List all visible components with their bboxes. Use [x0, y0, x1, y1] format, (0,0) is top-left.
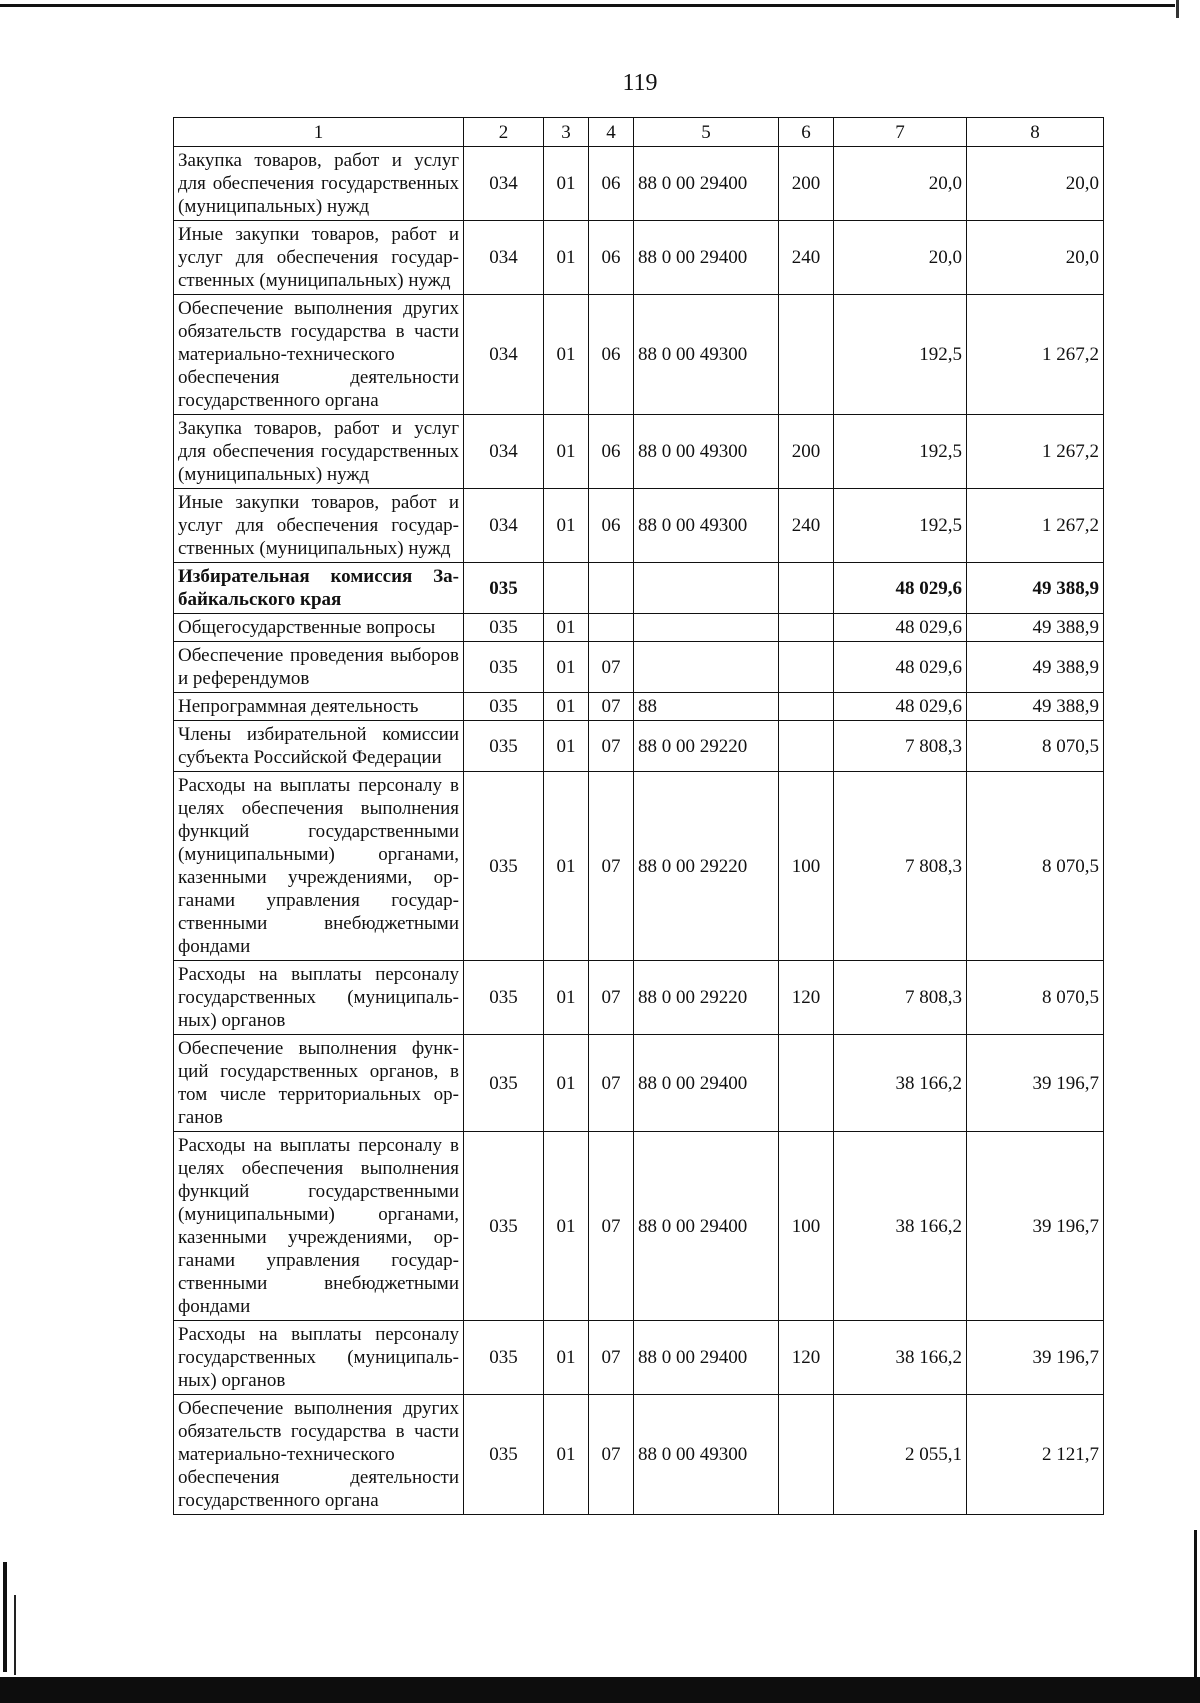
cell-target-article: 88 0 00 29400 — [634, 1035, 779, 1132]
cell-admin-code: 035 — [464, 721, 544, 772]
cell-expense-type: 100 — [779, 772, 834, 961]
header-col-2: 2 — [464, 118, 544, 147]
cell-admin-code: 035 — [464, 1132, 544, 1321]
cell-expense-type — [779, 1035, 834, 1132]
cell-admin-code: 034 — [464, 415, 544, 489]
cell-amount-year2: 49 388,9 — [967, 614, 1104, 642]
cell-subsection: 06 — [589, 415, 634, 489]
cell-admin-code: 034 — [464, 221, 544, 295]
cell-subsection: 06 — [589, 295, 634, 415]
cell-target-article: 88 — [634, 693, 779, 721]
header-col-1: 1 — [174, 118, 464, 147]
table-row — [174, 693, 1104, 721]
cell-expense-type: 240 — [779, 221, 834, 295]
cell-admin-code: 035 — [464, 1321, 544, 1395]
cell-section: 01 — [544, 1395, 589, 1515]
cell-name: Расходы на выплаты персоналу государственных (муниципальных) органов — [174, 961, 464, 1035]
cell-amount-year2: 49 388,9 — [967, 693, 1104, 721]
cell-subsection: 07 — [589, 1395, 634, 1515]
cell-target-article: 88 0 00 29220 — [634, 721, 779, 772]
header-col-3: 3 — [544, 118, 589, 147]
table-row — [174, 642, 1104, 693]
cell-name: Общегосударственные вопросы — [174, 614, 464, 642]
cell-subsection: 07 — [589, 1132, 634, 1321]
cell-name: Избирательная комиссия Забайкальского края — [174, 563, 464, 614]
cell-amount-year2: 20,0 — [967, 221, 1104, 295]
table-row — [174, 1035, 1104, 1132]
cell-target-article: 88 0 00 29400 — [634, 1132, 779, 1321]
cell-section: 01 — [544, 489, 589, 563]
cell-amount-year1: 20,0 — [834, 147, 967, 221]
cell-amount-year2: 39 196,7 — [967, 1321, 1104, 1395]
table-row — [174, 1132, 1104, 1321]
budget-table — [173, 117, 1104, 1515]
cell-amount-year1: 48 029,6 — [834, 693, 967, 721]
cell-admin-code: 034 — [464, 489, 544, 563]
cell-target-article: 88 0 00 49300 — [634, 415, 779, 489]
cell-admin-code: 034 — [464, 295, 544, 415]
table-row — [174, 721, 1104, 772]
cell-admin-code: 035 — [464, 1035, 544, 1132]
cell-expense-type: 100 — [779, 1132, 834, 1321]
cell-name: Обеспечение проведения выборов и референдумов — [174, 642, 464, 693]
scan-top-rule — [0, 4, 1175, 7]
cell-name: Обеспечение выполнения других обязательств государства в части материально-технического обеспечения деятельности государственного органа — [174, 1395, 464, 1515]
cell-amount-year1: 192,5 — [834, 415, 967, 489]
header-col-5: 5 — [634, 118, 779, 147]
cell-amount-year2: 1 267,2 — [967, 295, 1104, 415]
cell-expense-type: 240 — [779, 489, 834, 563]
table-row — [174, 489, 1104, 563]
cell-section: 01 — [544, 1321, 589, 1395]
table-row — [174, 563, 1104, 614]
cell-amount-year1: 48 029,6 — [834, 642, 967, 693]
cell-expense-type — [779, 614, 834, 642]
cell-target-article — [634, 614, 779, 642]
cell-subsection: 07 — [589, 721, 634, 772]
cell-subsection: 07 — [589, 642, 634, 693]
header-col-8: 8 — [967, 118, 1104, 147]
table-row — [174, 961, 1104, 1035]
cell-subsection: 07 — [589, 961, 634, 1035]
cell-amount-year2: 39 196,7 — [967, 1035, 1104, 1132]
cell-target-article: 88 0 00 29400 — [634, 1321, 779, 1395]
cell-admin-code: 035 — [464, 693, 544, 721]
cell-amount-year2: 49 388,9 — [967, 563, 1104, 614]
cell-name: Закупка товаров, работ и услуг для обеспечения государственных (муниципальных) нужд — [174, 147, 464, 221]
cell-expense-type: 200 — [779, 147, 834, 221]
cell-admin-code: 034 — [464, 147, 544, 221]
cell-amount-year1: 2 055,1 — [834, 1395, 967, 1515]
cell-amount-year2: 49 388,9 — [967, 642, 1104, 693]
header-col-6: 6 — [779, 118, 834, 147]
cell-name: Обеспечение выполнения функций государственных органов, в том числе территориальных органов — [174, 1035, 464, 1132]
cell-name: Члены избирательной комиссии субъекта Российской Федерации — [174, 721, 464, 772]
cell-name: Расходы на выплаты персоналу в целях обеспечения выполнения функций государственными (муниципальными) органами, казенными учреждениями, органами управления государственными внебюджетными фондами — [174, 1132, 464, 1321]
cell-expense-type — [779, 693, 834, 721]
cell-amount-year2: 39 196,7 — [967, 1132, 1104, 1321]
cell-target-article: 88 0 00 49300 — [634, 489, 779, 563]
cell-amount-year2: 20,0 — [967, 147, 1104, 221]
cell-section: 01 — [544, 147, 589, 221]
cell-amount-year2: 8 070,5 — [967, 961, 1104, 1035]
cell-amount-year1: 38 166,2 — [834, 1321, 967, 1395]
header-col-7: 7 — [834, 118, 967, 147]
cell-name: Расходы на выплаты персоналу государственных (муниципальных) органов — [174, 1321, 464, 1395]
cell-amount-year1: 20,0 — [834, 221, 967, 295]
cell-amount-year1: 38 166,2 — [834, 1035, 967, 1132]
cell-section: 01 — [544, 415, 589, 489]
cell-subsection: 06 — [589, 221, 634, 295]
cell-section: 01 — [544, 772, 589, 961]
cell-amount-year2: 8 070,5 — [967, 772, 1104, 961]
cell-admin-code: 035 — [464, 961, 544, 1035]
cell-target-article — [634, 563, 779, 614]
cell-amount-year1: 192,5 — [834, 489, 967, 563]
cell-section: 01 — [544, 721, 589, 772]
cell-amount-year1: 7 808,3 — [834, 721, 967, 772]
page-number: 119 — [622, 70, 658, 96]
cell-subsection — [589, 614, 634, 642]
cell-amount-year2: 1 267,2 — [967, 415, 1104, 489]
cell-amount-year2: 8 070,5 — [967, 721, 1104, 772]
table-row — [174, 415, 1104, 489]
cell-subsection: 07 — [589, 1321, 634, 1395]
table-header-row — [174, 118, 1104, 147]
table-body — [174, 147, 1104, 1515]
cell-admin-code: 035 — [464, 563, 544, 614]
cell-subsection — [589, 563, 634, 614]
cell-section: 01 — [544, 295, 589, 415]
cell-admin-code: 035 — [464, 1395, 544, 1515]
cell-section: 01 — [544, 614, 589, 642]
cell-name: Непрограммная деятельность — [174, 693, 464, 721]
cell-amount-year1: 38 166,2 — [834, 1132, 967, 1321]
scan-left-edge-inner — [14, 1595, 16, 1675]
cell-section: 01 — [544, 693, 589, 721]
cell-amount-year2: 2 121,7 — [967, 1395, 1104, 1515]
cell-name: Иные закупки товаров, работ и услуг для обеспечения государственных (муниципальных) нужд — [174, 489, 464, 563]
cell-section — [544, 563, 589, 614]
cell-section: 01 — [544, 1132, 589, 1321]
cell-expense-type — [779, 642, 834, 693]
cell-subsection: 07 — [589, 772, 634, 961]
cell-section: 01 — [544, 642, 589, 693]
table-row — [174, 147, 1104, 221]
table-row — [174, 221, 1104, 295]
cell-name: Обеспечение выполнения других обязательств государства в части материально-технического обеспечения деятельности государственного органа — [174, 295, 464, 415]
cell-target-article — [634, 642, 779, 693]
table-row — [174, 772, 1104, 961]
cell-subsection: 07 — [589, 1035, 634, 1132]
cell-target-article: 88 0 00 49300 — [634, 1395, 779, 1515]
cell-name: Закупка товаров, работ и услуг для обеспечения государственных (муниципальных) нужд — [174, 415, 464, 489]
cell-name: Расходы на выплаты персоналу в целях обеспечения выполнения функций государственными (муниципальными) органами, казенными учреждениями, органами управления государственными внебюджетными фондами — [174, 772, 464, 961]
cell-amount-year1: 192,5 — [834, 295, 967, 415]
scan-right-edge — [1194, 1530, 1197, 1680]
cell-subsection: 06 — [589, 489, 634, 563]
cell-subsection: 06 — [589, 147, 634, 221]
cell-admin-code: 035 — [464, 772, 544, 961]
cell-section: 01 — [544, 221, 589, 295]
cell-expense-type: 120 — [779, 961, 834, 1035]
cell-expense-type: 200 — [779, 415, 834, 489]
cell-expense-type — [779, 295, 834, 415]
cell-admin-code: 035 — [464, 642, 544, 693]
scan-left-edge — [3, 1562, 7, 1672]
cell-expense-type — [779, 721, 834, 772]
cell-subsection: 07 — [589, 693, 634, 721]
cell-target-article: 88 0 00 29400 — [634, 147, 779, 221]
cell-amount-year1: 7 808,3 — [834, 772, 967, 961]
scan-bottom-band — [0, 1677, 1200, 1703]
table-row — [174, 1321, 1104, 1395]
cell-target-article: 88 0 00 29220 — [634, 961, 779, 1035]
header-col-4: 4 — [589, 118, 634, 147]
cell-amount-year1: 48 029,6 — [834, 614, 967, 642]
scan-edge-mark — [1176, 0, 1179, 18]
cell-amount-year1: 48 029,6 — [834, 563, 967, 614]
cell-expense-type — [779, 563, 834, 614]
cell-expense-type: 120 — [779, 1321, 834, 1395]
cell-name: Иные закупки товаров, работ и услуг для обеспечения государственных (муниципальных) нужд — [174, 221, 464, 295]
table-row — [174, 614, 1104, 642]
cell-target-article: 88 0 00 29400 — [634, 221, 779, 295]
cell-expense-type — [779, 1395, 834, 1515]
cell-amount-year1: 7 808,3 — [834, 961, 967, 1035]
table-row — [174, 1395, 1104, 1515]
cell-amount-year2: 1 267,2 — [967, 489, 1104, 563]
table-row — [174, 295, 1104, 415]
cell-section: 01 — [544, 1035, 589, 1132]
cell-section: 01 — [544, 961, 589, 1035]
cell-admin-code: 035 — [464, 614, 544, 642]
cell-target-article: 88 0 00 29220 — [634, 772, 779, 961]
cell-target-article: 88 0 00 49300 — [634, 295, 779, 415]
